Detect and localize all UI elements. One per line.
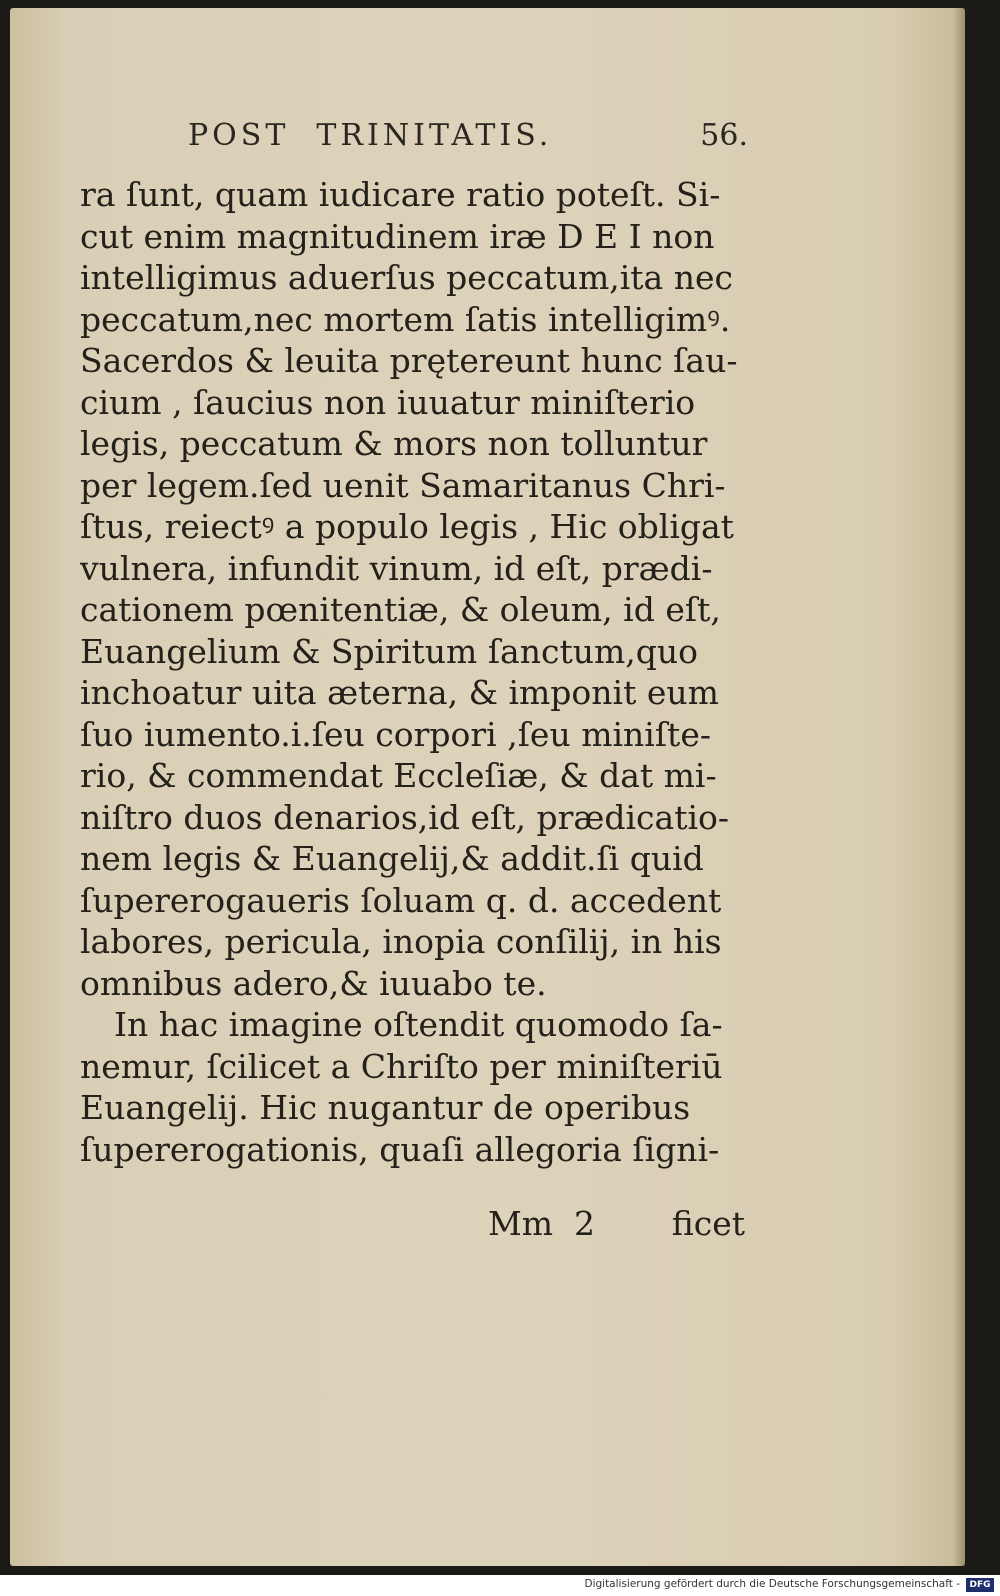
- body-text: [80, 174, 745, 1170]
- catchword: ficet: [671, 1204, 745, 1243]
- signature-mark: Mm 2: [488, 1204, 596, 1243]
- paragraph-2-line: ſupererogationis, quaſi allegoria ſigni-: [80, 1129, 720, 1169]
- text-line: per legem.ſed uenit Samaritanus Chri-: [80, 465, 726, 505]
- text-line: cium , ſaucius non iuuatur miniſterio: [80, 382, 696, 422]
- text-line: niſtro duos denarios,id eſt, prædicatio-: [80, 797, 730, 837]
- paragraph-2-line: nemur, ſcilicet a Chriſto per miniſteriū: [80, 1046, 723, 1086]
- paragraph-2-line: In hac imagine oſtendit quomodo ſa-: [114, 1005, 723, 1044]
- text-line: ra ſunt, quam iudicare ratio poteſt. Si-: [80, 175, 721, 214]
- running-head: [188, 118, 748, 158]
- text-line: nem legis & Euangelij,& addit.ſi quid: [80, 839, 704, 878]
- text-line: ſtus, reiectꝰ a populo legis , Hic obligat: [80, 507, 734, 546]
- page-edge-shadow: [953, 8, 965, 1566]
- folio-number: 56.: [700, 118, 748, 153]
- paragraph-2-line: Euangelij. Hic nugantur de operibus: [80, 1088, 691, 1127]
- text-line: ſuo iumento.i.ſeu corpori ,ſeu miniſte-: [80, 714, 711, 754]
- running-title: POST TRINITATIS.: [188, 118, 553, 153]
- funding-credit: Digitalisierung gefördert durch die Deutsche Forschungsgemeinschaft -: [584, 1578, 960, 1590]
- text-line: omnibus adero,& iuuabo te.: [80, 963, 547, 1003]
- text-line: labores, pericula, inopia conſilij, in his: [80, 922, 722, 961]
- digitization-footer: [0, 1575, 1000, 1596]
- text-line: Sacerdos & leuita prętereunt hunc ſau-: [80, 341, 738, 380]
- text-line: peccatum,nec mortem ſatis intelligimꝰ.: [80, 299, 731, 339]
- text-line: rio, & commendat Eccleſiæ, & dat mi-: [80, 756, 717, 795]
- text-line: cationem pœnitentiæ, & oleum, id eſt,: [80, 590, 721, 629]
- text-line: cut enim magnitudinem iræ D E I non: [80, 216, 715, 256]
- book-page: [10, 8, 965, 1566]
- text-line: intelligimus aduerſus peccatum,ita nec: [80, 258, 733, 297]
- dfg-logo: DFG: [966, 1578, 994, 1592]
- text-line: legis, peccatum & mors non tolluntur: [80, 424, 708, 463]
- text-line: ſupererogaueris ſoluam q. d. accedent: [80, 880, 722, 920]
- text-line: vulnera, infundit vinum, id eſt, prædi-: [80, 548, 713, 588]
- catchword-row: [80, 1204, 745, 1248]
- text-line: Euangelium & Spiritum ſanctum,quo: [80, 631, 699, 671]
- text-line: inchoatur uita æterna, & imponit eum: [80, 673, 719, 712]
